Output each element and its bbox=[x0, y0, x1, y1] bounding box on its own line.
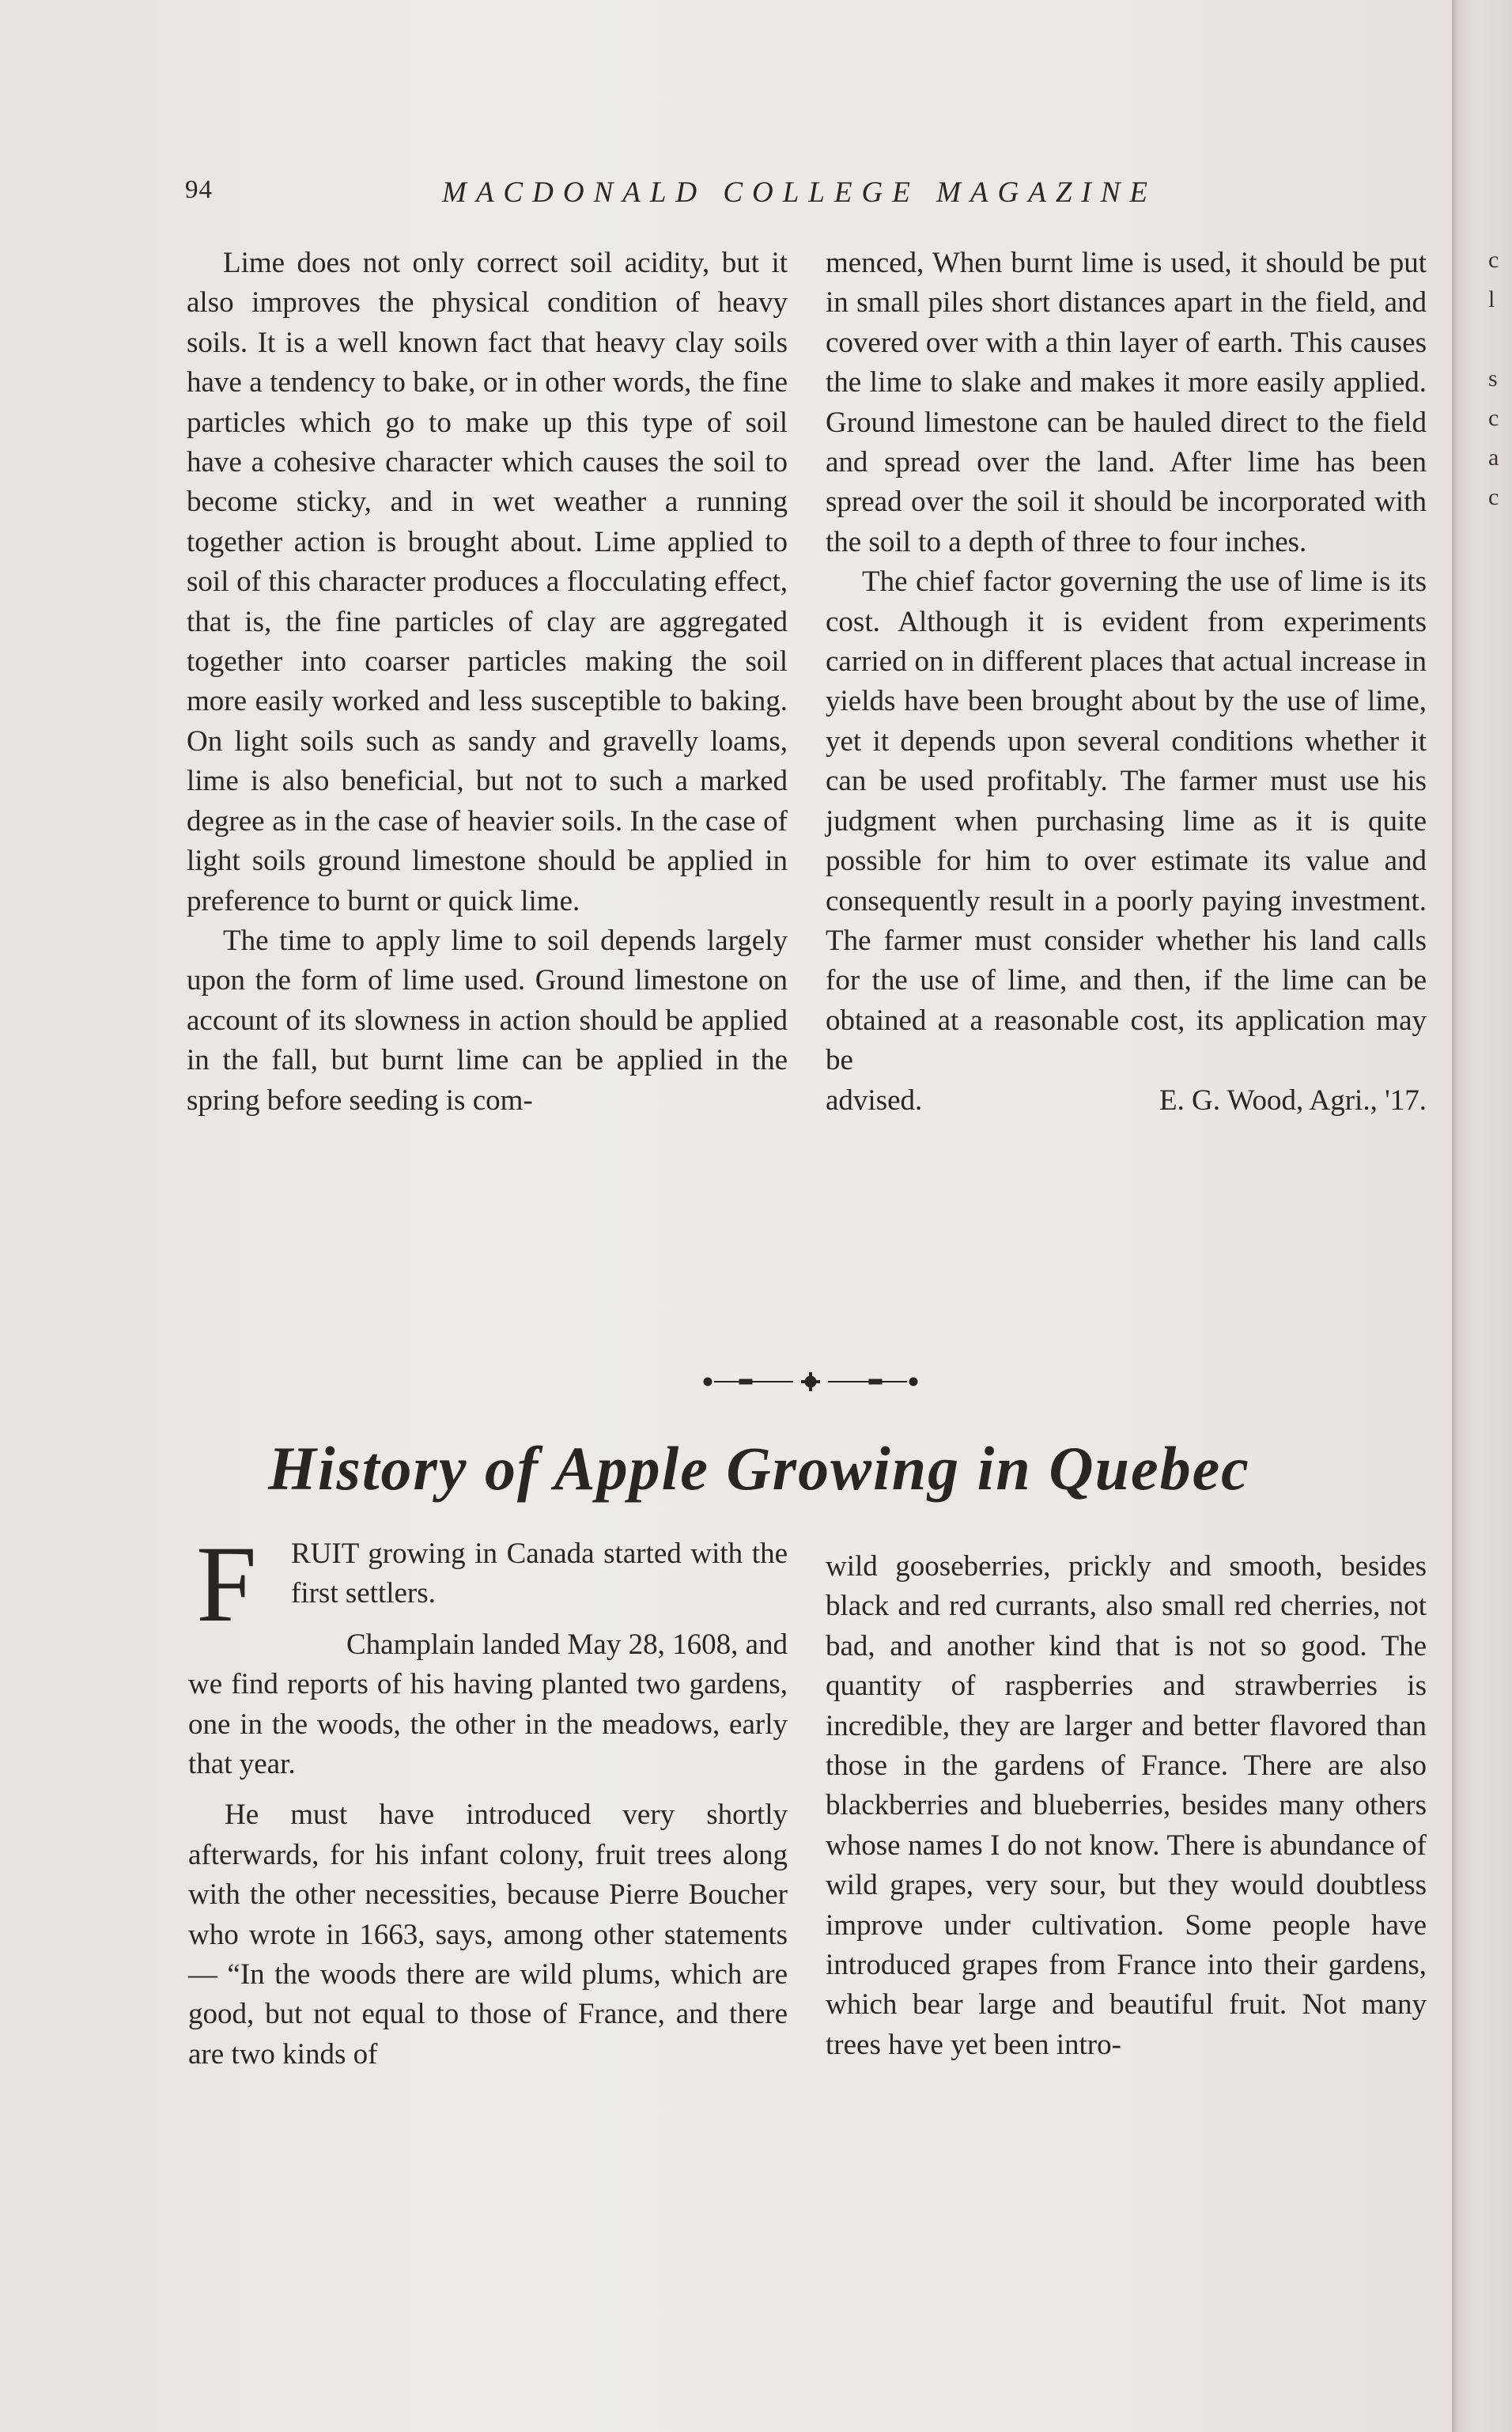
lead-smallcaps: RUIT bbox=[291, 1537, 359, 1570]
lime-article-column-1 bbox=[187, 244, 788, 1121]
running-head: MACDONALD COLLEGE MAGAZINE bbox=[442, 176, 1158, 209]
article-title: History of Apple Growing in Quebec bbox=[268, 1434, 1250, 1503]
edge-fragment: l bbox=[1488, 286, 1495, 312]
edge-fragment: s bbox=[1488, 365, 1498, 391]
drop-cap: F bbox=[196, 1523, 257, 1644]
edge-fragment: c bbox=[1488, 405, 1499, 431]
apple-article-column-1 bbox=[188, 1523, 788, 2075]
edge-fragment: a bbox=[1488, 444, 1499, 471]
page-number: 94 bbox=[185, 176, 213, 204]
apple-paragraph-2: Champlain landed May 28, 1608, and we find reports of his having planted two gardens, one in the woods, the other in the meadows, early that year. bbox=[188, 1628, 788, 1781]
lime-closing-line bbox=[826, 1081, 1427, 1121]
apple-paragraph-3: He must have introduced very shortly afterwards, for his infant colony, fruit trees along with the other necessities, because Pierre Boucher who wrote in 1663, says, among other statements— “In the woods there are wild plums, which are good, but not equal to those of France, and there are two kinds of bbox=[188, 1798, 788, 2071]
edge-fragment: c bbox=[1488, 247, 1499, 273]
lime-article-column-2 bbox=[826, 244, 1427, 1121]
section-divider-ornament bbox=[700, 1366, 921, 1398]
author-signature: E. G. Wood, Agri., '17. bbox=[1159, 1084, 1427, 1117]
lime-last-word: advised. bbox=[826, 1084, 923, 1117]
apple-article-column-2 bbox=[826, 1547, 1427, 2065]
page-header bbox=[185, 172, 1419, 214]
lime-paragraph-1: Lime does not only correct soil acidity, but it also improves the physical condition of heavy soils. It is a well known fact that heavy clay soils have a tendency to bake, or in other words, the fine particles which go to make up this type of soil have a cohesive character which causes the soil to become sticky, and in wet weather a running together action is brought about. Lime applied to soil of this character produces a flocculating effect, that is, the fine particles of clay are aggregated together into coarser particles making the soil more easily worked and less susceptible to baking. On light soils such as sandy and gravelly loams, lime is also beneficial, but not to such a marked degree as in the case of heavier soils. In the case of light soils ground limestone should be applied in preference to burnt or quick lime. bbox=[187, 247, 788, 917]
edge-fragment: c bbox=[1488, 484, 1499, 510]
lime-paragraph-2: The time to apply lime to soil depends largely upon the form of lime used. Ground limestone on account of its slowness in action should be applied in the fall, but burnt lime can be applied in the spring before seeding is com- bbox=[187, 924, 788, 1117]
lime-paragraph-4: The chief factor governing the use of lime is its cost. Although it is evident from experiments carried on in different places that actual increase in yields have been brought about by the use of lime, yet it depends upon several conditions whether it can be used profitably. The farmer must use his judgment when purchasing lime as it is quite possible for him to over estimate its value and consequently result in a poorly paying investment. The farmer must consider whether his land calls for the use of lime, and then, if the lime can be obtained at a reasonable cost, its application may be bbox=[826, 565, 1427, 1077]
apple-paragraph-4: wild gooseberries, prickly and smooth, besides black and red currants, also small red cherries, not bad, and another kind that is not so good. The quantity of raspberries and strawberries is incredible, they are larger and better flavored than those in the gardens of France. There are also blackberries and blueberries, besides many others whose names I do not know. There is abundance of wild grapes, very sour, but they would doubtless improve under cultivation. Some people have introduced grapes from France into their gardens, which bear large and beautiful fruit. Not many trees have yet been intro- bbox=[826, 1550, 1427, 2061]
adjacent-page-edge bbox=[1452, 0, 1512, 2432]
apple-lead-paragraph bbox=[188, 1523, 788, 1644]
lead-text: growing in Canada started with the first settlers. bbox=[291, 1537, 788, 1610]
lime-paragraph-3: menced, When burnt lime is used, it should be put in small piles short distances apart in the field, and covered over with a thin layer of earth. This causes the lime to slake and makes it more easily applied. Ground limestone can be hauled direct to the field and spread over the land. After lime has been spread over the soil it should be incorporated with the soil to a depth of three to four inches. bbox=[826, 247, 1427, 558]
